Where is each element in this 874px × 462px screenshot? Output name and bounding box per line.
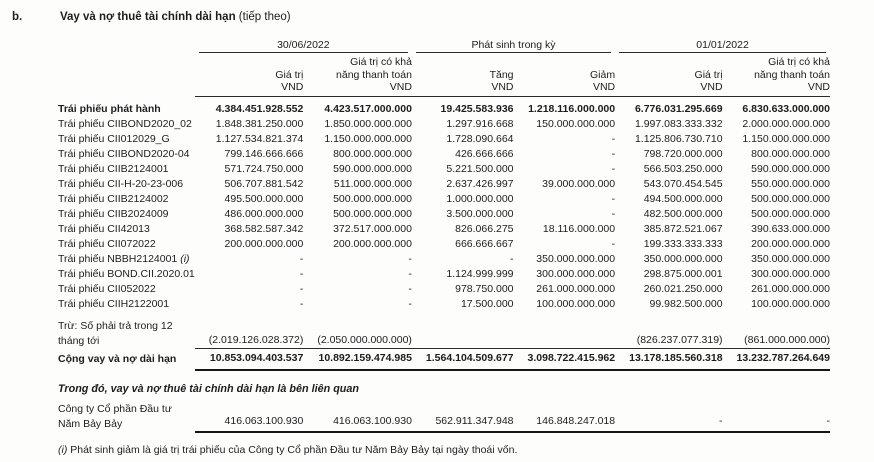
footnote-marker: (i): [58, 444, 68, 456]
cell-value: (826.237.077.319): [636, 334, 723, 346]
cell-value: 300.000.000.000: [751, 267, 830, 280]
table-row: [58, 222, 830, 237]
cell-value: -: [510, 252, 514, 265]
cell-value: 261.000.000.000: [536, 282, 616, 295]
table-row: [58, 177, 830, 192]
footnote-reference: (i): [177, 252, 190, 265]
table-row: [58, 349, 830, 371]
cell-value: (861.000.000.000): [744, 334, 830, 346]
section-title: Vay và nợ thuê tài chính dài hạn (tiếp theo): [60, 11, 291, 23]
cell-value: 1.728.090.664: [446, 132, 514, 145]
table-row: [58, 117, 830, 132]
cell-value: 10.892.159.474.985: [303, 349, 412, 371]
cell-value: 1.850.000.000.000: [324, 117, 412, 130]
cell-value: 100.000.000.000: [751, 297, 830, 310]
cell-value: 666.666.667: [455, 237, 514, 250]
cell-value: 1.150.000.000.000: [742, 132, 830, 145]
cell-value: -: [408, 297, 412, 310]
cell-value: 39.000.000.000: [542, 177, 616, 190]
related-party-heading: Trong đó, vay và nợ thuê tài chính dài hạn là bên liên quan: [58, 383, 360, 395]
cell-value: 590.000.000.000: [333, 162, 412, 175]
cell-value: 800.000.000.000: [333, 147, 412, 160]
footnote: [58, 432, 830, 456]
cell-value: 1.564.104.509.677: [412, 349, 514, 371]
cell-value: 1.848.381.250.000: [215, 117, 304, 130]
cell-value: 562.911.347.948: [412, 402, 514, 432]
cell-value: 500.000.000.000: [333, 207, 412, 220]
cell-value: 99.982.500.000: [649, 297, 723, 310]
cell-value: 13.178.185.560.318: [615, 349, 722, 371]
cell-value: 4.423.517.000.000: [324, 102, 412, 115]
table-row: [58, 237, 830, 252]
cell-value: 18.116.000.000: [542, 222, 616, 235]
cell-value: 1.000.000.000: [446, 192, 514, 205]
debt-table-rows: [58, 96, 830, 370]
row-label: Cộng vay và nợ dài hạn: [58, 353, 177, 365]
table-row: [58, 207, 830, 222]
cell-value: 1.297.916.668: [446, 117, 514, 130]
table-row: [58, 282, 830, 297]
cell-value: 10.853.094.403.537: [195, 349, 304, 371]
cell-value: 3.500.000.000: [446, 207, 514, 220]
cell-value: 486.000.000.000: [224, 207, 304, 220]
related-party-section: [58, 370, 830, 456]
cell-value: (2.050.000.000.000): [317, 334, 412, 346]
cell-value: 416.063.100.930: [195, 402, 304, 432]
cell-value: 500.000.000.000: [333, 192, 412, 205]
cell-value: 17.500.000: [460, 297, 514, 310]
cell-value: 826.066.275: [455, 222, 514, 235]
table-row: [58, 312, 830, 349]
cell-value: 800.000.000.000: [751, 147, 830, 160]
cell-value: -: [408, 267, 412, 280]
table-row: [58, 162, 830, 177]
row-label: Trái phiếu CII-H-20-23-006: [58, 177, 184, 190]
cell-value: 368.582.587.342: [224, 222, 304, 235]
row-label: Trái phiếu CIIB2124001: [58, 162, 169, 175]
column-header: Giá trị có khả năng thanh toán VND: [303, 53, 412, 96]
cell-value: -: [299, 282, 304, 295]
column-group-header: 01/01/2022: [615, 35, 830, 53]
table-row: [58, 192, 830, 207]
cell-value: 13.232.787.264.649: [723, 349, 830, 371]
cell-value: 500.000.000.000: [751, 207, 830, 220]
cell-value: -: [611, 192, 616, 205]
cell-value: 482.500.000.000: [643, 207, 723, 220]
cell-value: 200.000.000.000: [751, 237, 830, 250]
row-label: Trái phiếu CII012029_G: [58, 132, 170, 145]
column-header: Tăng VND: [412, 53, 514, 96]
cell-value: -: [723, 402, 830, 432]
cell-value: -: [408, 252, 412, 265]
column-header: Giảm VND: [514, 53, 616, 96]
row-label: Trái phiếu phát hành: [58, 102, 161, 115]
row-label: Trái phiếu CIIH2122001: [58, 297, 170, 310]
cell-value: 416.063.100.930: [303, 402, 412, 432]
row-label: Trái phiếu CIIB2024009: [58, 207, 169, 220]
row-label: Trái phiếu CIIBOND2020_02: [58, 117, 192, 130]
cell-value: 5.221.500.000: [446, 162, 514, 175]
cell-value: 146.848.247.018: [514, 402, 616, 432]
related-party-heading-row: [58, 370, 830, 402]
cell-value: 798.720.000.000: [643, 147, 723, 160]
cell-value: 1.125.806.730.710: [634, 132, 723, 145]
cell-value: 385.872.521.067: [643, 222, 723, 235]
cell-value: 261.000.000.000: [751, 282, 830, 295]
cell-value: 590.000.000.000: [751, 162, 830, 175]
row-label: Trừ: Số phải trả trong 12 tháng tới: [58, 319, 173, 347]
cell-value: 550.000.000.000: [751, 177, 830, 190]
cell-value: 200.000.000.000: [333, 237, 412, 250]
long-term-debt-table: [58, 35, 830, 456]
cell-value: 978.750.000: [455, 282, 514, 295]
cell-value: -: [611, 237, 616, 250]
cell-value: 199.333.333.333: [643, 237, 723, 250]
cell-value: 150.000.000.000: [536, 117, 616, 130]
cell-value: 372.517.000.000: [333, 222, 412, 235]
table-row: [58, 267, 830, 282]
section-index: b.: [12, 11, 23, 23]
related-party-row: [58, 402, 830, 432]
cell-value: 1.127.534.821.374: [215, 132, 304, 145]
column-group-header: 30/06/2022: [195, 35, 412, 53]
table-row: [58, 252, 830, 267]
cell-value: 799.146.666.666: [224, 147, 304, 160]
row-label: Công ty Cổ phần Đầu tư Năm Bảy Bảy: [58, 403, 172, 430]
cell-value: 298.875.000.001: [643, 267, 723, 280]
cell-value: 1.997.083.333.332: [634, 117, 723, 130]
cell-value: 200.000.000.000: [224, 237, 304, 250]
cell-value: 350.000.000.000: [643, 252, 723, 265]
table-row: [58, 132, 830, 147]
cell-value: 1.124.999.999: [446, 267, 514, 280]
row-label: Trái phiếu CIIBOND2020-04: [58, 147, 190, 160]
cell-value: 566.503.250.000: [643, 162, 723, 175]
cell-value: 300.000.000.000: [536, 267, 616, 280]
cell-value: -: [611, 132, 616, 145]
cell-value: 543.070.454.545: [643, 177, 723, 190]
cell-value: -: [611, 147, 616, 160]
cell-value: 390.633.000.000: [751, 222, 830, 235]
footnote-row: [58, 432, 830, 456]
cell-value: 3.098.722.415.962: [514, 349, 616, 371]
row-label: Trái phiếu CII072022: [58, 237, 156, 250]
cell-value: -: [611, 207, 616, 220]
cell-value: 500.000.000.000: [751, 192, 830, 205]
cell-value: 495.500.000.000: [224, 192, 304, 205]
cell-value: 1.150.000.000.000: [324, 132, 412, 145]
cell-value: 2.637.426.997: [446, 177, 514, 190]
cell-value: -: [299, 267, 304, 280]
cell-value: 494.500.000.000: [643, 192, 723, 205]
cell-value: 260.021.250.000: [643, 282, 723, 295]
section-header: [0, 0, 874, 25]
row-label: Trái phiếu NBBH2124001 (i): [58, 252, 190, 265]
cell-value: -: [408, 282, 412, 295]
cell-value: -: [615, 402, 722, 432]
cell-value: 571.724.750.000: [224, 162, 304, 175]
row-label: Trái phiếu CIIB2124002: [58, 192, 169, 205]
cell-value: 4.384.451.928.552: [215, 102, 304, 115]
cell-value: 426.666.666: [455, 147, 514, 160]
cell-value: 350.000.000.000: [536, 252, 616, 265]
debt-table-head: [58, 35, 830, 96]
cell-value: [514, 312, 616, 349]
row-label: Trái phiếu BOND.CII.2020.01: [58, 267, 195, 280]
cell-value: 6.830.633.000.000: [742, 102, 830, 115]
column-header: Giá trị VND: [615, 53, 722, 96]
cell-value: 2.000.000.000.000: [742, 117, 830, 130]
cell-value: [412, 312, 514, 349]
column-header: Giá trị VND: [195, 53, 304, 96]
footnote-text: Phát sinh giảm là giá trị trái phiếu của Công ty Cổ phần Đầu tư Năm Bảy Bảy tại ngày thoái vốn.: [70, 444, 518, 456]
cell-value: 19.425.583.936: [440, 102, 514, 115]
table-row: [58, 147, 830, 162]
table-row: [58, 96, 830, 117]
column-group-header: Phát sinh trong kỳ: [412, 35, 615, 53]
section-title-suffix: (tiếp theo): [235, 11, 291, 23]
cell-value: 506.707.881.542: [224, 177, 304, 190]
cell-value: 350.000.000.000: [751, 252, 830, 265]
row-label: Trái phiếu CII42013: [58, 222, 150, 235]
cell-value: 1.218.116.000.000: [528, 102, 616, 115]
cell-value: 511.000.000.000: [333, 177, 412, 190]
cell-value: -: [299, 297, 304, 310]
row-label: Trái phiếu CII052022: [58, 282, 156, 295]
cell-value: 100.000.000.000: [536, 297, 616, 310]
table-row: [58, 297, 830, 312]
cell-value: -: [299, 252, 304, 265]
cell-value: 6.776.031.295.669: [634, 102, 723, 115]
cell-value: -: [611, 162, 616, 175]
cell-value: (2.019.126.028.372): [208, 334, 304, 346]
column-header: Giá trị có khả năng thanh toán VND: [723, 53, 830, 96]
